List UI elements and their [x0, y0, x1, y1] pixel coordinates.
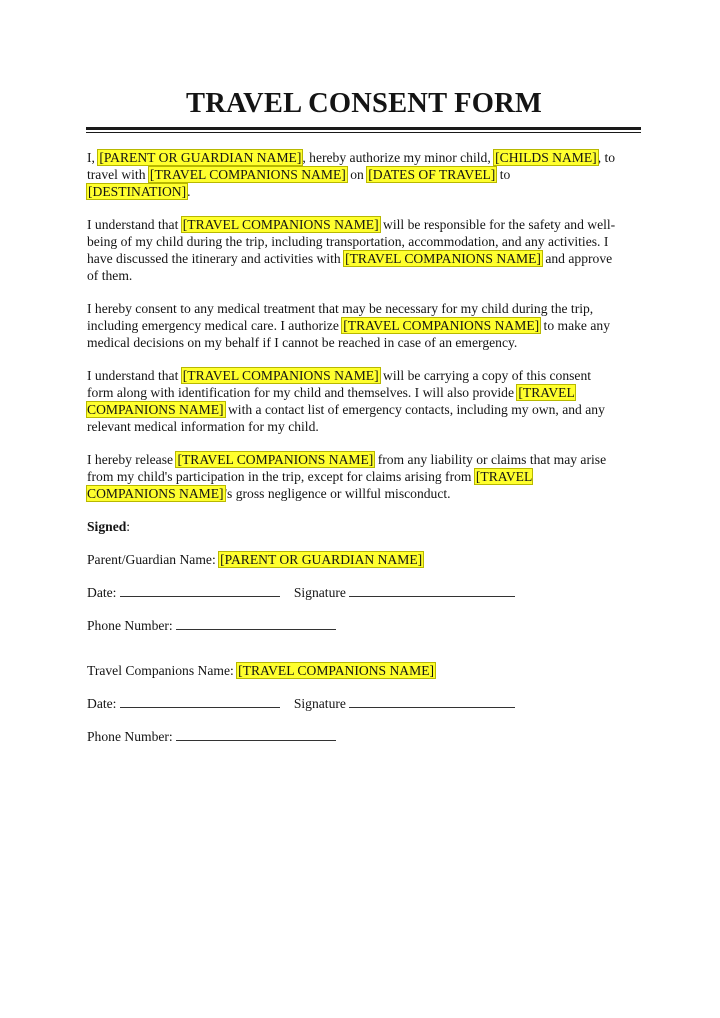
placeholder-companion-name: [TRAVEL COMPANIONS NAME]	[177, 452, 374, 467]
companion-phone-label: Phone Number:	[87, 729, 177, 744]
companion-date-label: Date:	[87, 696, 120, 711]
signed-label: Signed	[87, 519, 127, 534]
companion-name-label: Travel Companions Name:	[87, 663, 238, 678]
text: I hereby consent to any medical treatment that may be necessary for my child during the trip, including emergency medical care. I authorize	[87, 301, 594, 333]
placeholder-companion-name: [TRAVEL COMPANIONS NAME]	[182, 217, 379, 232]
guardian-name-row	[87, 551, 617, 568]
guardian-name-label: Parent/Guardian Name:	[87, 552, 220, 567]
guardian-date-label: Date:	[87, 585, 120, 600]
companion-phone-field[interactable]	[176, 728, 336, 741]
companion-phone-row	[87, 728, 617, 745]
guardian-name-field[interactable]: [PARENT OR GUARDIAN NAME]	[220, 552, 423, 567]
placeholder-companion-name: [TRAVEL COMPANIONS NAME]	[87, 385, 575, 417]
companion-date-field[interactable]	[120, 695, 280, 708]
signed-colon: :	[126, 519, 131, 534]
text: , hereby authorize my minor child,	[302, 150, 495, 165]
text: to make any medical decisions on my behalf if I cannot be reached in case of an emergency.	[87, 318, 610, 350]
guardian-phone-field[interactable]	[176, 617, 336, 630]
text: , to travel with	[87, 150, 616, 182]
placeholder-dates: [DATES OF TRAVEL]	[368, 167, 496, 182]
text: I,	[87, 150, 99, 165]
text: .	[187, 184, 191, 199]
text: will be responsible for the safety and well-being of my child during the trip, including transportation, accommodation, and any activities. I have discussed the itinerary and activities with	[87, 217, 616, 266]
signed-heading	[87, 518, 617, 535]
text: with a contact list of emergency contacts, including my own, and any relevant medical information for my child.	[87, 402, 605, 434]
paragraph-identification	[87, 367, 617, 435]
placeholder-parent-name: [PARENT OR GUARDIAN NAME]	[99, 150, 302, 165]
text: I hereby release	[87, 452, 177, 467]
companion-date-signature-row	[87, 695, 617, 712]
guardian-date-field[interactable]	[120, 584, 280, 597]
text: and approve of them.	[87, 251, 613, 283]
paragraph-authorization	[87, 149, 617, 200]
guardian-date-signature-row	[87, 584, 617, 601]
form-body	[87, 149, 617, 745]
placeholder-companion-name: [TRAVEL COMPANIONS NAME]	[345, 251, 541, 266]
placeholder-companion-name: [TRAVEL COMPANIONS NAME]	[149, 167, 346, 182]
companion-name-row	[87, 662, 617, 679]
text: from any liability or claims that may arise from my child's participation in the trip, except for claims arising from	[87, 452, 607, 484]
text: I understand that	[87, 368, 182, 383]
placeholder-companion-name: [TRAVEL COMPANIONS NAME]	[343, 318, 540, 333]
paragraph-liability	[87, 451, 617, 502]
companion-signature-label: Signature	[293, 696, 350, 711]
text: to	[496, 167, 511, 182]
text: on	[346, 167, 368, 182]
guardian-phone-row	[87, 617, 617, 634]
guardian-signature-label: Signature	[293, 585, 350, 600]
text: will be carrying a copy of this consent form along with identification for my child and themselves. I will also provide	[87, 368, 592, 400]
placeholder-companion-name: [TRAVEL COMPANIONS NAME]	[182, 368, 379, 383]
title-rule-thin	[86, 132, 641, 133]
title-rule-thick	[86, 127, 641, 130]
placeholder-destination: [DESTINATION]	[88, 184, 187, 199]
companion-name-field[interactable]: [TRAVEL COMPANIONS NAME]	[238, 663, 435, 678]
guardian-signature-field[interactable]	[349, 584, 515, 597]
placeholder-companion-name: [TRAVEL COMPANIONS NAME]	[87, 469, 533, 501]
paragraph-medical	[87, 300, 617, 351]
placeholder-child-name: [CHILDS NAME]	[495, 150, 597, 165]
text: 's gross negligence or willful misconduct.	[224, 486, 451, 501]
companion-signature-field[interactable]	[349, 695, 515, 708]
paragraph-responsibility	[87, 216, 617, 284]
guardian-phone-label: Phone Number:	[87, 618, 177, 633]
form-title: TRAVEL CONSENT FORM	[186, 88, 542, 119]
text: I understand that	[87, 217, 182, 232]
